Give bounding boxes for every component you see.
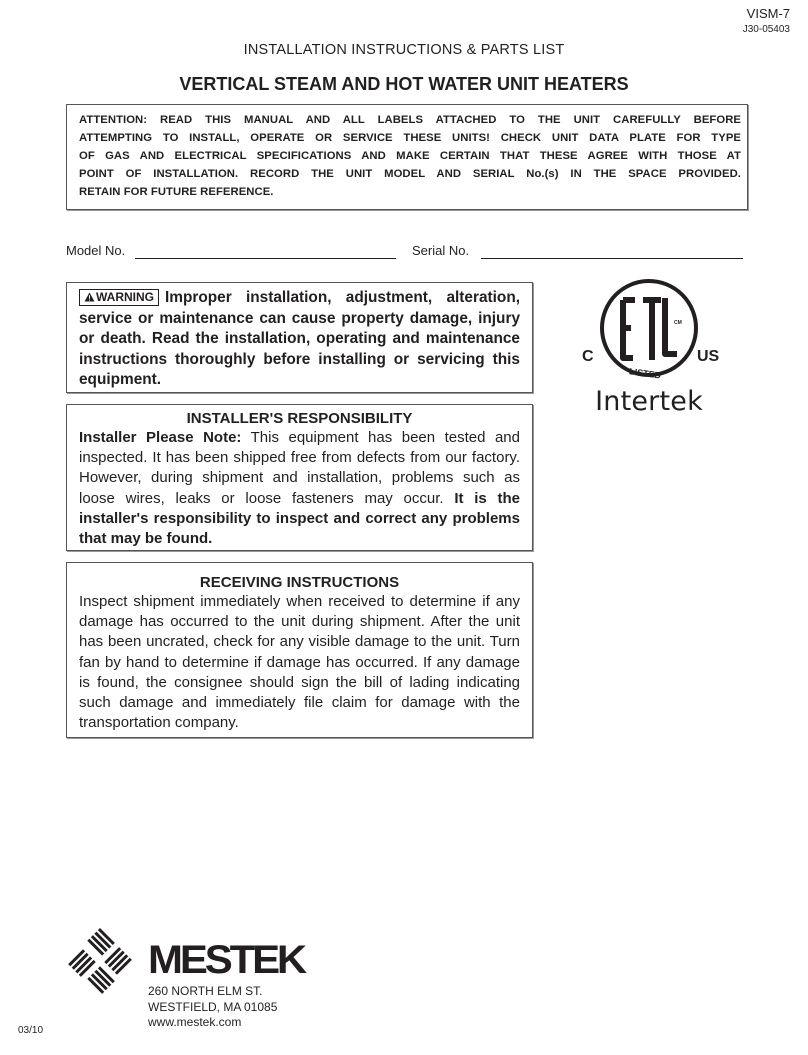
- installer-lead: Installer Please Note:: [79, 429, 242, 446]
- etl-listed-logo: [573, 276, 725, 386]
- company-address: [148, 984, 277, 1031]
- intertek-logo: Intertek: [595, 386, 703, 417]
- company-website[interactable]: www.mestek.com: [148, 1015, 242, 1029]
- attention-line: ATTENTION: READ THIS MANUAL AND ALL LABELS ATTACHED TO THE UNIT CAREFULLY BEFORE: [79, 114, 741, 126]
- installer-emphasis: It is the installer's responsibility to inspect and correct any problems that may be found.: [79, 489, 521, 548]
- receiving-instructions-box: [66, 562, 533, 738]
- receiving-body: Inspect shipment immediately when received to determine if any damage has occurred to the unit during shipment. After the unit has been uncrated, check for any visible damage to the unit. Turn fan by hand to determine if damage has occurred. If any damage is found, the consignee should sign the bill of lading indicating such damage and immediately file claim for damage with the transportation company.: [79, 593, 520, 732]
- document-title: VERTICAL STEAM AND HOT WATER UNIT HEATERS: [179, 74, 629, 94]
- installer-body: [79, 428, 520, 549]
- receiving-heading: RECEIVING INSTRUCTIONS: [199, 574, 400, 591]
- installer-responsibility-box: [66, 404, 533, 551]
- installer-text: This equipment has been tested and inspected. It has been shipped free from defects from our factory. However, during shipment and installation, problems such as loose wires, leaks or loose fasteners may occur.: [79, 429, 520, 507]
- attention-line: RETAIN FOR FUTURE REFERENCE.: [79, 186, 274, 198]
- listed-mark: LISTED: [628, 366, 662, 381]
- mestek-logo-icon: [66, 928, 134, 996]
- address-street: 260 NORTH ELM ST.: [148, 984, 263, 998]
- cm-mark: CM: [674, 320, 682, 326]
- address-city: WESTFIELD, MA 01085: [148, 999, 278, 1014]
- warning-badge-label: WARNING: [96, 290, 154, 304]
- installer-heading: INSTALLER'S RESPONSIBILITY: [186, 410, 413, 427]
- warning-message: Improper installation, adjustment, alteration, service or maintenance can cause property damage, injury or death. Read the installation, operating and maintenance instructions thoroughly before installing or servicing this equipment.: [79, 289, 520, 388]
- document-code: VISM-7: [746, 6, 790, 21]
- warning-triangle-icon: [84, 292, 95, 302]
- attention-notice: [66, 104, 748, 210]
- document-number: J30-05403: [742, 24, 790, 35]
- serial-field[interactable]: [481, 258, 743, 259]
- warning-badge: [79, 289, 159, 306]
- model-field[interactable]: [135, 258, 396, 259]
- revision-date: 03/10: [18, 1025, 44, 1036]
- attention-line: POINT OF INSTALLATION. RECORD THE UNIT MODEL AND SERIAL No.(s) IN THE SPACE PROVIDED.: [79, 168, 741, 180]
- model-label: Model No.: [66, 243, 126, 258]
- canada-mark: C: [582, 348, 594, 365]
- mestek-wordmark: MESTEK: [148, 938, 305, 982]
- warning-text: [79, 288, 520, 391]
- attention-line: OF GAS AND ELECTRICAL SPECIFICATIONS AND MAKE CERTAIN THAT THESE AGREE WITH THOSE AT: [79, 150, 741, 162]
- document-subtitle: INSTALLATION INSTRUCTIONS & PARTS LIST: [243, 42, 565, 58]
- warning-box: [66, 282, 533, 393]
- attention-line: ATTEMPTING TO INSTALL, OPERATE OR SERVICE THESE UNITS! CHECK UNIT DATA PLATE FOR TYPE: [79, 132, 741, 144]
- us-mark: US: [697, 348, 720, 365]
- serial-label: Serial No.: [412, 243, 470, 258]
